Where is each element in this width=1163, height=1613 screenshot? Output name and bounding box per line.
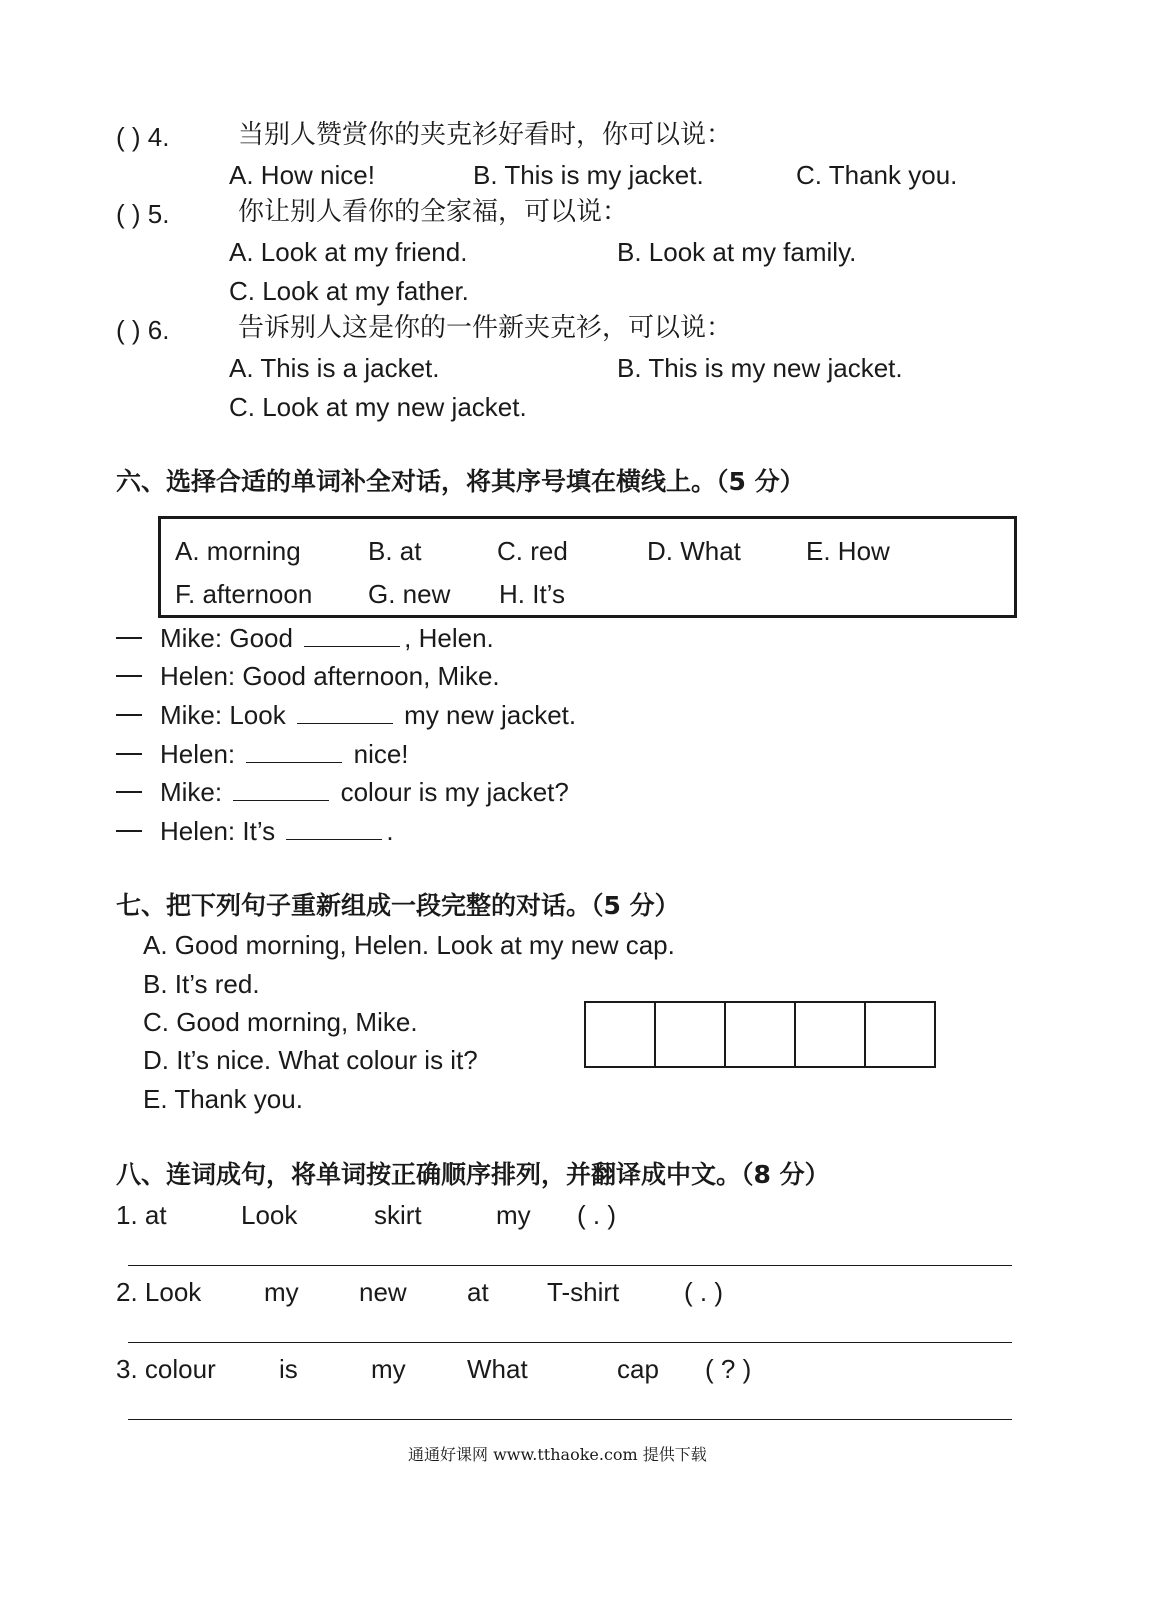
dialogue-line: Helen: Good afternoon, Mike.	[116, 663, 500, 689]
footer-credit: 通通好课网 www.tthaoke.com 提供下载	[408, 1445, 707, 1464]
section-8-title: 八、连词成句，将单词按正确顺序排列，并翻译成中文。（8 分）	[116, 1160, 830, 1189]
answer-line[interactable]	[128, 1419, 1012, 1420]
fill-blank[interactable]	[297, 701, 393, 724]
sentence-e: E. Thank you.	[143, 1084, 303, 1114]
word-bank-item: D. What	[647, 536, 741, 566]
answer-line[interactable]	[128, 1265, 1012, 1266]
word: at	[467, 1277, 489, 1307]
word: What	[467, 1354, 528, 1384]
dash-mark	[116, 675, 142, 677]
dialogue-line: Mike: Good , Helen.	[116, 624, 494, 651]
answer-box[interactable]	[794, 1001, 866, 1068]
word-bank-item: G. new	[368, 579, 451, 609]
dialogue-line: Helen: nice!	[116, 740, 409, 767]
answer-bracket[interactable]: ( ) 4.	[116, 122, 170, 152]
word: my	[264, 1277, 299, 1307]
sentence-a: A. Good morning, Helen. Look at my new cap.	[143, 930, 675, 960]
punctuation: ( ? )	[705, 1354, 752, 1384]
sentence-b: B. It’s red.	[143, 969, 260, 999]
option-b: B. Look at my family.	[617, 237, 857, 267]
fill-blank[interactable]	[233, 778, 329, 801]
option-a: A. Look at my friend.	[229, 237, 468, 267]
answer-box[interactable]	[654, 1001, 726, 1068]
answer-bracket[interactable]: ( ) 6.	[116, 315, 170, 345]
answer-box[interactable]	[864, 1001, 936, 1068]
word: 1. at	[116, 1200, 167, 1230]
answer-bracket[interactable]: ( ) 5.	[116, 199, 170, 229]
word-bank-item: H. It’s	[499, 579, 565, 609]
dialogue-line: Helen: It’s .	[116, 817, 394, 844]
word: skirt	[374, 1200, 422, 1230]
option-c: C. Look at my father.	[229, 276, 469, 306]
word: my	[496, 1200, 531, 1230]
word: Look	[241, 1200, 298, 1230]
sentence-d: D. It’s nice. What colour is it?	[143, 1045, 478, 1075]
option-b: B. This is my jacket.	[473, 160, 704, 190]
dash-mark	[116, 714, 142, 716]
option-a: A. This is a jacket.	[229, 353, 440, 383]
question-text: 当别人赞赏你的夹克衫好看时，你可以说：	[238, 120, 733, 150]
option-a: A. How nice!	[229, 160, 375, 190]
dialogue-line: Mike: colour is my jacket?	[116, 778, 569, 805]
answer-line[interactable]	[128, 1342, 1012, 1343]
word: is	[279, 1354, 298, 1384]
word: 3. colour	[116, 1354, 216, 1384]
option-c: C. Look at my new jacket.	[229, 392, 527, 422]
answer-box[interactable]	[584, 1001, 656, 1068]
word-bank-item: C. red	[497, 536, 568, 566]
question-text: 你让别人看你的全家福，可以说：	[238, 197, 629, 227]
fill-blank[interactable]	[286, 817, 382, 840]
word: 2. Look	[116, 1277, 202, 1307]
punctuation: ( . )	[684, 1277, 723, 1307]
dash-mark	[116, 830, 142, 832]
section-6-title: 六、选择合适的单词补全对话，将其序号填在横线上。（5 分）	[116, 467, 805, 496]
sentence-c: C. Good morning, Mike.	[143, 1007, 418, 1037]
punctuation: ( . )	[577, 1200, 616, 1230]
fill-blank[interactable]	[246, 740, 342, 763]
dash-mark	[116, 791, 142, 793]
word: T-shirt	[547, 1277, 620, 1307]
section-7-title: 七、把下列句子重新组成一段完整的对话。（5 分）	[116, 891, 680, 920]
option-b: B. This is my new jacket.	[617, 353, 903, 383]
word-bank-item: A. morning	[175, 536, 301, 566]
word-bank-item: F. afternoon	[175, 579, 313, 609]
answer-box[interactable]	[724, 1001, 796, 1068]
question-text: 告诉别人这是你的一件新夹克衫，可以说：	[238, 313, 733, 343]
word-bank-item: E. How	[806, 536, 890, 566]
word: new	[359, 1277, 407, 1307]
word-bank-item: B. at	[368, 536, 422, 566]
word: cap	[617, 1354, 659, 1384]
dash-mark	[116, 753, 142, 755]
dialogue-line: Mike: Look my new jacket.	[116, 701, 576, 728]
dash-mark	[116, 637, 142, 639]
option-c: C. Thank you.	[796, 160, 958, 190]
fill-blank[interactable]	[304, 624, 400, 647]
word: my	[371, 1354, 406, 1384]
